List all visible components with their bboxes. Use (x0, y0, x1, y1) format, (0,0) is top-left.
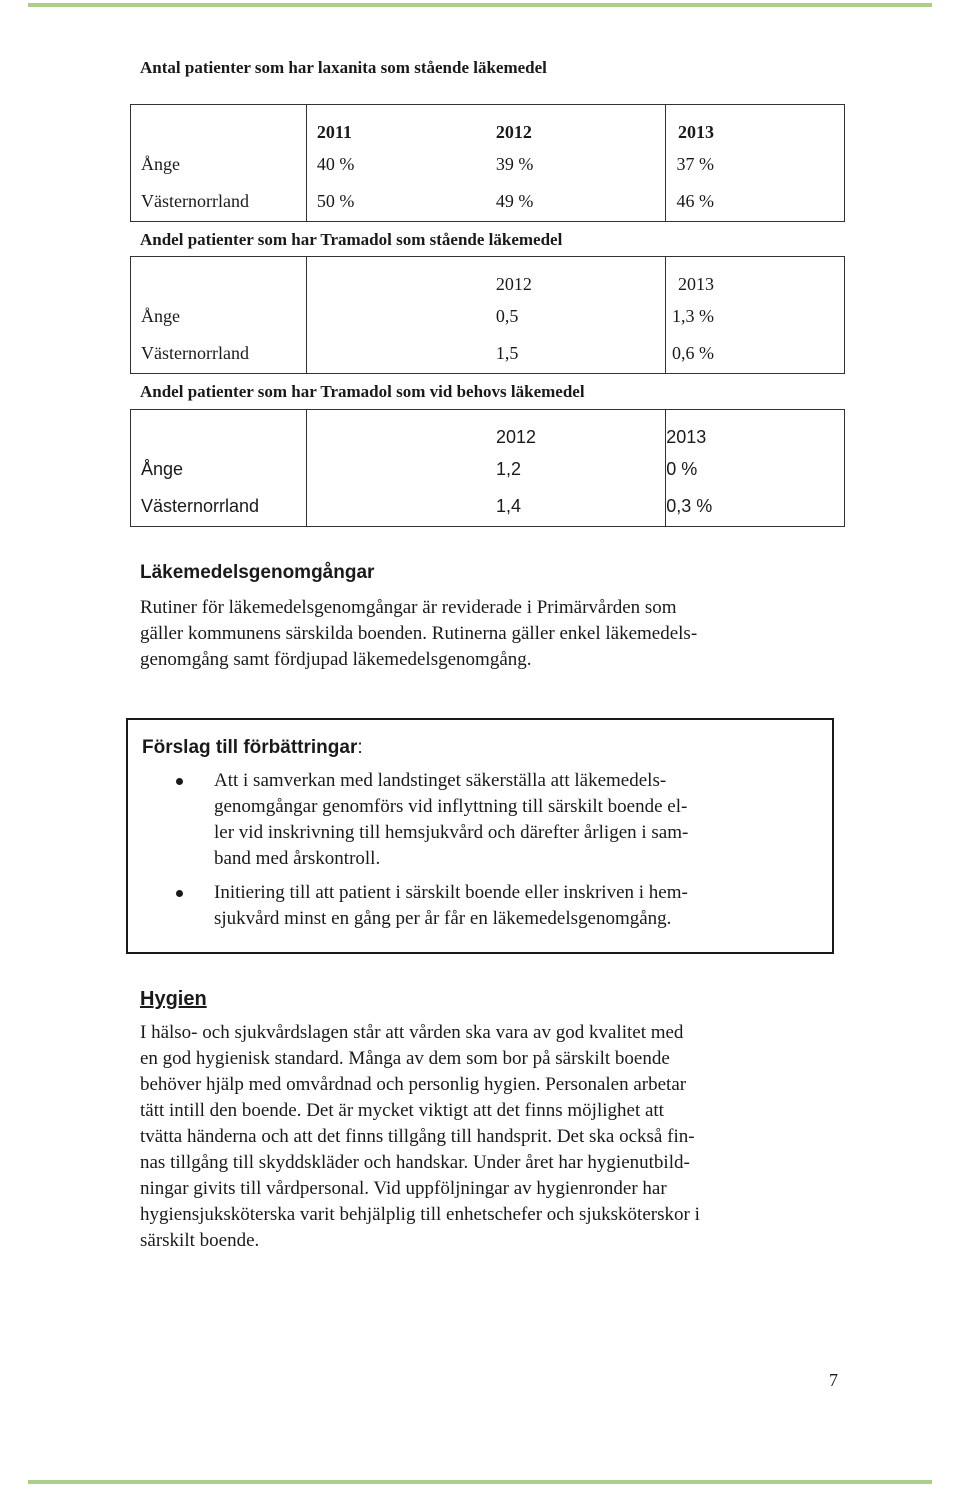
section-heading: Hygien (140, 988, 207, 1010)
top-rule (28, 3, 932, 7)
paragraph-line: hygiensjuksköterska varit behjälplig till enhetschefer och sjuksköterskor i (140, 1204, 700, 1225)
paragraph-line: särskilt boende. (140, 1230, 260, 1251)
table-cell: 1,4 (486, 487, 666, 527)
table-cell: 37 % (666, 147, 845, 182)
table-cell: 46 % (666, 182, 845, 222)
column-header: 2012 (486, 105, 666, 147)
table-caption: Andel patienter som har Tramadol som vid behovs läkemedel (140, 382, 585, 401)
paragraph-line: behöver hjälp med omvårdnad och personlig hygien. Personalen arbetar (140, 1074, 687, 1095)
table-corner-cell (131, 410, 307, 452)
proposal-title-text: Förslag till förbättringar (142, 737, 358, 758)
list-item (128, 880, 818, 932)
proposal-title (142, 737, 363, 759)
table-caption: Antal patienter som har laxanita som stående läkemedel (140, 58, 547, 77)
column-header: 2013 (666, 410, 845, 452)
table-cell (306, 257, 486, 299)
row-label: Västernorrland (131, 334, 307, 374)
paragraph-line: tätt intill den boende. Det är mycket viktigt att det finns möjlighet att (140, 1100, 664, 1121)
proposal-box (126, 718, 834, 954)
table-cell: 39 % (495, 153, 534, 174)
list-item-line: Att i samverkan med landstinget säkerställa att läkemedels- (214, 770, 667, 791)
table-cell (306, 487, 486, 527)
list-item (128, 768, 818, 872)
row-label: Västernorrland (131, 487, 307, 527)
table-cell: 49 % (486, 182, 666, 222)
table-cell: 0,3 % (666, 487, 845, 527)
table-cell: 0,6 % (666, 334, 845, 374)
paragraph-line: nas tillgång till skyddskläder och handskar. Under året har hygienutbild- (140, 1152, 690, 1173)
paragraph-line: en god hygienisk standard. Många av dem som bor på särskilt boende (140, 1048, 670, 1069)
data-table (130, 104, 845, 222)
table-cell: 0 % (666, 452, 845, 487)
data-table (130, 409, 845, 527)
paragraph-line: gäller kommunens särskilda boenden. Rutinerna gäller enkel läkemedels- (140, 623, 698, 644)
table-cell (306, 410, 486, 452)
table-cell (306, 299, 486, 334)
paragraph-line: genomgång samt fördjupad läkemedelsgenomgång. (140, 649, 532, 670)
paragraph (140, 595, 840, 673)
bullet-icon (176, 890, 183, 897)
table-cell: 1,3 % (666, 299, 845, 334)
paragraph-line: I hälso- och sjukvårdslagen står att vården ska vara av god kvalitet med (140, 1022, 684, 1043)
bottom-rule (28, 1480, 932, 1484)
column-header: 2013 (666, 105, 845, 147)
table-corner-cell (131, 257, 307, 299)
proposal-title-colon: : (357, 737, 363, 758)
proposal-list (128, 768, 818, 940)
table-cell (306, 452, 486, 487)
paragraph-line: Rutiner för läkemedelsgenomgångar är reviderade i Primärvården som (140, 597, 677, 618)
table-cell: 50 % (306, 182, 486, 222)
list-item-line: Initiering till att patient i särskilt boende eller inskriven i hem- (214, 882, 688, 903)
row-label: Ånge (131, 299, 307, 334)
column-header: 2011 (306, 105, 486, 147)
list-item-line: sjukvård minst en gång per år får en läkemedelsgenomgång. (214, 908, 672, 929)
list-item-line: genomgångar genomförs vid inflyttning till särskilt boende el- (214, 796, 688, 817)
table-caption: Andel patienter som har Tramadol som stående läkemedel (140, 230, 563, 249)
table-cell: 0,5 (495, 305, 519, 326)
paragraph (140, 1020, 845, 1254)
paragraph-line: ningar givits till vårdpersonal. Vid uppföljningar av hygienronder har (140, 1178, 667, 1199)
page-number: 7 (829, 1370, 838, 1390)
column-header: 2012 (486, 257, 666, 299)
data-table (130, 256, 845, 374)
table-cell: 1,2 (496, 458, 522, 479)
list-item-line: band med årskontroll. (214, 848, 381, 869)
row-label: Ånge (131, 452, 307, 487)
table-cell: 1,5 (486, 334, 666, 374)
table-corner-cell (131, 105, 307, 147)
bullet-icon (176, 778, 183, 785)
section-heading: Läkemedelsgenomgångar (140, 562, 375, 583)
column-header: 2013 (666, 257, 845, 299)
row-label: Ånge (131, 147, 307, 182)
column-header: 2012 (486, 410, 666, 452)
table-cell (306, 334, 486, 374)
row-label: Västernorrland (131, 182, 307, 222)
paragraph-line: tvätta händerna och att det finns tillgång till handsprit. Det ska också fin- (140, 1126, 695, 1147)
list-item-line: ler vid inskrivning till hemsjukvård och därefter årligen i sam- (214, 822, 689, 843)
table-cell: 40 % (316, 153, 355, 174)
